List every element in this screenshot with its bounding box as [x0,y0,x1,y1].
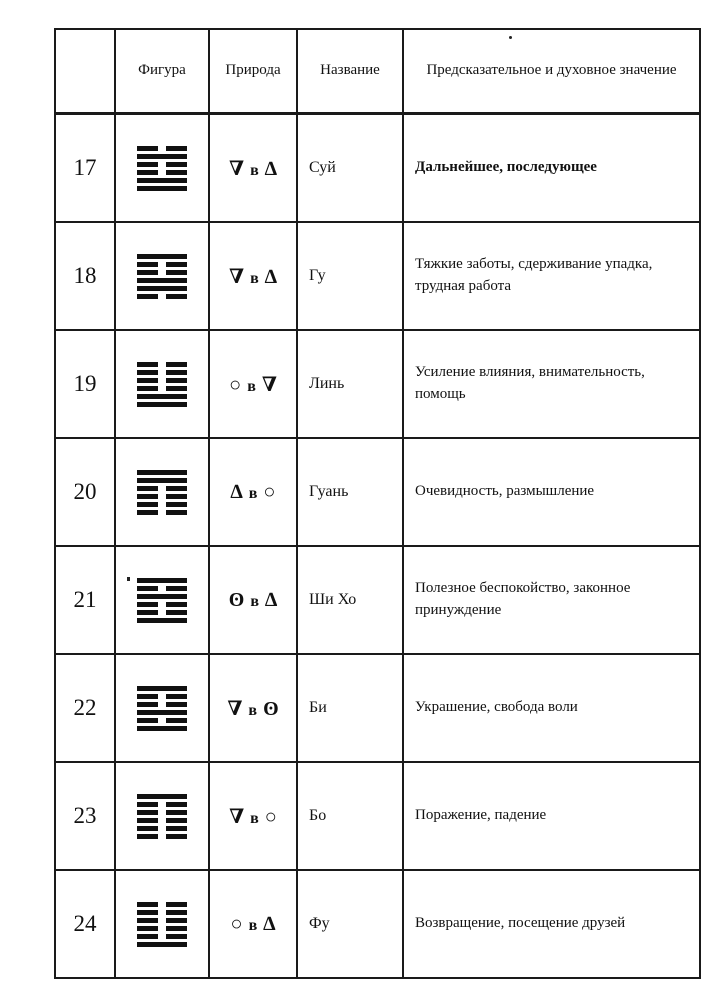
row-number: 19 [55,330,115,438]
hexagram-line-broken [137,370,187,375]
row-number: 18 [55,222,115,330]
nature-symbol-second: ○ [264,805,277,828]
hexagram-line-broken [137,602,187,607]
nature-conjunction: в [250,809,259,827]
header-figure: Фигура [115,29,209,114]
nature-conjunction: в [248,484,258,502]
hexagram-line-broken [137,918,187,923]
row-name: Гу [297,222,403,330]
table-row [55,870,700,978]
hexagram-line-broken [137,486,187,491]
table-row [55,654,700,762]
row-name: Суй [297,114,403,223]
row-nature [209,870,297,978]
hexagram-icon [137,254,187,299]
hexagram-line-broken [137,362,187,367]
row-nature [209,222,297,330]
table-row [55,438,700,546]
hexagram-line-broken [137,802,187,807]
header-name: Название [297,29,403,114]
nature-symbol-first: ∇ [229,265,245,288]
hexagram-line-broken [137,586,187,591]
hexagram-icon [137,902,187,947]
nature-conjunction: в [250,269,259,287]
row-figure [115,222,209,330]
hexagram-line-broken [137,610,187,615]
row-name: Би [297,654,403,762]
hexagram-icon [137,794,187,839]
nature-symbol-second: ∆ [264,588,278,611]
row-meaning: Дальнейшее, последующее [403,114,700,223]
nature-conjunction: в [250,161,259,179]
nature-conjunction: в [248,916,258,934]
row-meaning: Усиление влияния, внимательность, помощь [403,330,700,438]
hexagram-line-broken [137,494,187,499]
hexagram-line-solid [137,686,187,691]
row-number: 24 [55,870,115,978]
hexagram-line-broken [137,926,187,931]
row-name: Ши Хо [297,546,403,654]
row-nature [209,330,297,438]
row-name: Бо [297,762,403,870]
nature-symbol-first: ∆ [230,480,243,503]
page-mark-tick [127,577,130,581]
hexagram-line-broken [137,170,187,175]
nature-symbol-first: ʘ [228,588,245,611]
row-figure [115,870,209,978]
hexagram-line-solid [137,594,187,599]
hexagram-icon [137,470,187,515]
header-number [55,29,115,114]
table-row [55,330,700,438]
row-meaning: Украшение, свобода воли [403,654,700,762]
hexagram-line-solid [137,710,187,715]
hexagram-line-solid [137,394,187,399]
nature-conjunction: в [247,377,256,395]
row-nature [209,438,297,546]
hexagram-icon [137,362,187,407]
hexagram-line-broken [137,510,187,515]
header-nature: Природа [209,29,297,114]
hexagram-line-solid [137,478,187,483]
table-row [55,762,700,870]
hexagram-line-broken [137,146,187,151]
row-meaning: Очевидность, размышление [403,438,700,546]
hexagram-line-solid [137,618,187,623]
hexagram-line-solid [137,186,187,191]
table-body [55,114,700,979]
hexagram-line-broken [137,834,187,839]
row-figure [115,114,209,223]
nature-symbol-first: ∇ [229,157,245,180]
row-meaning: Полезное беспокойство, законное принуждение [403,546,700,654]
nature-symbol-second: ∇ [261,373,277,396]
hexagram-line-solid [137,278,187,283]
hexagram-line-broken [137,818,187,823]
row-number: 17 [55,114,115,223]
hexagram-line-broken [137,934,187,939]
nature-symbol-first: ○ [230,912,243,935]
row-figure [115,762,209,870]
table-row [55,114,700,223]
hexagram-line-broken [137,718,187,723]
table-row [55,546,700,654]
row-meaning: Тяжкие заботы, сдерживание упадка, трудная работа [403,222,700,330]
hexagram-line-solid [137,794,187,799]
table-row [55,222,700,330]
hexagram-icon [137,146,187,191]
row-name: Линь [297,330,403,438]
hexagram-line-solid [137,402,187,407]
nature-symbol-second: ∆ [264,265,277,288]
nature-symbol-second: ∆ [264,157,277,180]
header-row [55,29,700,114]
hexagram-table [54,28,701,979]
row-nature [209,546,297,654]
row-figure [115,546,209,654]
hexagram-line-broken [137,502,187,507]
hexagram-line-broken [137,294,187,299]
hexagram-line-broken [137,378,187,383]
nature-conjunction: в [248,701,258,719]
nature-symbol-second: ∆ [263,912,276,935]
nature-symbol-first: ∇ [229,805,245,828]
hexagram-line-broken [137,386,187,391]
row-figure [115,654,209,762]
hexagram-line-solid [137,578,187,583]
hexagram-line-solid [137,726,187,731]
row-nature [209,654,297,762]
nature-symbol-second: ○ [263,480,276,503]
nature-symbol-first: ○ [229,373,242,396]
hexagram-line-solid [137,286,187,291]
hexagram-line-broken [137,694,187,699]
hexagram-line-broken [137,162,187,167]
hexagram-line-broken [137,702,187,707]
hexagram-line-broken [137,826,187,831]
hexagram-line-solid [137,254,187,259]
header-meaning: Предсказательное и духовное значение [403,29,700,114]
hexagram-line-broken [137,262,187,267]
row-meaning: Возвращение, посещение друзей [403,870,700,978]
hexagram-line-solid [137,178,187,183]
row-number: 23 [55,762,115,870]
hexagram-line-broken [137,910,187,915]
hexagram-line-broken [137,810,187,815]
hexagram-icon [137,686,187,731]
row-number: 21 [55,546,115,654]
row-nature [209,762,297,870]
row-number: 20 [55,438,115,546]
hexagram-line-broken [137,270,187,275]
nature-conjunction: в [250,592,259,610]
hexagram-line-solid [137,470,187,475]
nature-symbol-first: ∇ [227,697,243,720]
hexagram-line-broken [137,902,187,907]
nature-symbol-second: ʘ [263,697,279,720]
row-meaning: Поражение, падение [403,762,700,870]
row-figure [115,330,209,438]
row-name: Гуань [297,438,403,546]
row-name: Фу [297,870,403,978]
hexagram-line-solid [137,154,187,159]
hexagram-icon [137,578,187,623]
hexagram-line-solid [137,942,187,947]
row-number: 22 [55,654,115,762]
row-figure [115,438,209,546]
row-nature [209,114,297,223]
